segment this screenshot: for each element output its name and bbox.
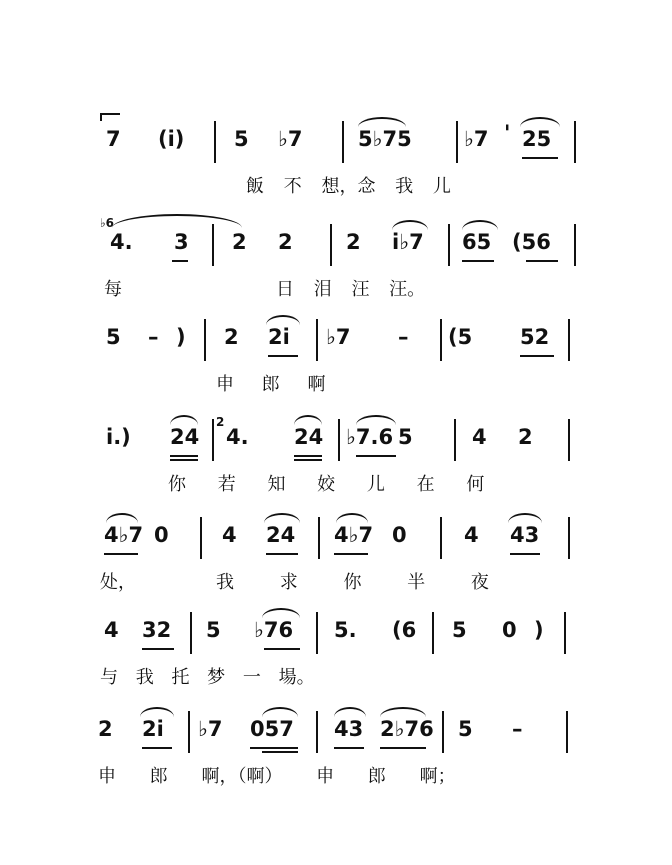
barline: [214, 121, 216, 163]
underline: [294, 459, 322, 461]
paren: ): [176, 325, 186, 349]
tie-arc: [294, 415, 322, 425]
barline: [316, 319, 318, 361]
note: 2i: [268, 325, 290, 349]
barline: [190, 612, 192, 654]
note: 24: [266, 523, 296, 547]
barline: [188, 711, 190, 753]
underline: [172, 260, 188, 262]
note: 5: [452, 618, 467, 642]
note: 4.: [110, 230, 133, 254]
note: 2: [518, 425, 533, 449]
score-line-6: [0, 618, 672, 708]
lyric-text: 与 我 托 梦 一 場。: [100, 667, 315, 688]
note: 5: [458, 717, 473, 741]
underline: [294, 455, 322, 457]
underline: [510, 553, 540, 555]
note: 52: [520, 325, 550, 349]
grace-note: 2: [216, 415, 225, 429]
underline: [520, 355, 554, 357]
underline: [334, 553, 368, 555]
lyric-text: 我 求 你 半 夜: [216, 572, 489, 593]
tie-arc: [262, 707, 298, 717]
note: 32: [142, 618, 172, 642]
tie-arc: [520, 117, 560, 127]
underline: [526, 260, 558, 262]
underline: [170, 459, 198, 461]
underline: [462, 260, 494, 262]
note: (56: [512, 230, 551, 254]
dash: –: [398, 325, 409, 349]
lyric-text: 申 郎 啊: [216, 374, 326, 395]
breath-mark: ': [504, 121, 511, 145]
lyric-text: 你 若 知 姣 儿 在 何: [168, 474, 485, 495]
tie-arc: [356, 415, 396, 425]
barline: [456, 121, 458, 163]
note: 25: [522, 127, 552, 151]
barline: [200, 517, 202, 559]
score-line-5: [0, 523, 672, 613]
underline: [268, 355, 298, 357]
grace-note: ♭6: [100, 216, 115, 230]
note: ♭7: [198, 717, 223, 741]
note: 2: [98, 717, 113, 741]
underline: [380, 747, 426, 749]
note: ♭76: [254, 618, 294, 642]
note: 65: [462, 230, 492, 254]
underline: [522, 157, 558, 159]
barline: [566, 711, 568, 753]
tie-arc: [140, 707, 174, 717]
note: 2: [224, 325, 239, 349]
note: (5: [448, 325, 473, 349]
barline: [212, 419, 214, 461]
underline: [262, 751, 298, 753]
note: 24: [170, 425, 200, 449]
note: (i): [158, 127, 185, 151]
note: 4: [464, 523, 479, 547]
barline: [568, 517, 570, 559]
lyric-text: 飯 不 想，念 我 儿: [246, 176, 451, 197]
note: 3: [174, 230, 189, 254]
note: 4: [472, 425, 487, 449]
phrase-slur: [100, 113, 120, 121]
underline: [264, 648, 300, 650]
barline: [204, 319, 206, 361]
barline: [338, 419, 340, 461]
barline: [440, 319, 442, 361]
note: 5: [234, 127, 249, 151]
note: 4: [104, 618, 119, 642]
tie-arc: [334, 707, 366, 717]
barline: [212, 224, 214, 266]
underline: [104, 553, 138, 555]
note: ♭7: [278, 127, 303, 151]
note: 4♭7: [334, 523, 374, 547]
note: 5♭75: [358, 127, 412, 151]
underline: [142, 648, 174, 650]
barline: [564, 612, 566, 654]
note: i.): [106, 425, 131, 449]
note: (6: [392, 618, 417, 642]
barline: [330, 224, 332, 266]
note: 0: [502, 618, 517, 642]
note: 43: [334, 717, 364, 741]
note: 2♭76: [380, 717, 434, 741]
barline: [454, 419, 456, 461]
underline: [142, 747, 172, 749]
note: i♭7: [392, 230, 424, 254]
note: 2i: [142, 717, 164, 741]
barline: [440, 517, 442, 559]
tie-arc: [358, 117, 406, 127]
note: 5: [206, 618, 221, 642]
barline: [316, 711, 318, 753]
score-line-4: [0, 415, 672, 515]
underline: [356, 455, 396, 457]
barline: [318, 517, 320, 559]
score-line-7: [0, 717, 672, 807]
score-line-1: [0, 121, 672, 217]
barline: [432, 612, 434, 654]
lyric-text: 日 泪 汪 汪。: [276, 279, 426, 300]
tie-arc: [170, 415, 198, 425]
tie-arc: [462, 220, 498, 230]
barline: [442, 711, 444, 753]
note: 2: [232, 230, 247, 254]
note: 4.: [226, 425, 249, 449]
note: 43: [510, 523, 540, 547]
note: 7: [106, 127, 121, 151]
note: 2: [278, 230, 293, 254]
note: 0: [392, 523, 407, 547]
underline: [170, 455, 198, 457]
note: 5: [398, 425, 413, 449]
lyric-text: 每: [104, 279, 122, 300]
note: 5.: [334, 618, 357, 642]
score-line-2: [0, 216, 672, 320]
paren: ): [534, 618, 544, 642]
tie-arc: [380, 707, 426, 717]
dash: –: [148, 325, 159, 349]
note: 057: [250, 717, 294, 741]
underline: [250, 747, 298, 749]
barline: [574, 224, 576, 266]
note: 2: [346, 230, 361, 254]
note: 0: [154, 523, 169, 547]
note: 5: [106, 325, 121, 349]
note: 4♭7: [104, 523, 144, 547]
barline: [448, 224, 450, 266]
note: 4: [222, 523, 237, 547]
tie-arc: [392, 220, 428, 230]
note: ♭7: [464, 127, 489, 151]
note: ♭7: [326, 325, 351, 349]
underline: [334, 747, 364, 749]
barline: [568, 419, 570, 461]
note: 24: [294, 425, 324, 449]
barline: [574, 121, 576, 163]
note: ♭7.6: [346, 425, 394, 449]
barline: [568, 319, 570, 361]
dash: –: [512, 717, 523, 741]
score-line-3: [0, 325, 672, 415]
barline: [316, 612, 318, 654]
lyric-text: 处，: [100, 572, 136, 593]
underline: [266, 553, 298, 555]
barline: [342, 121, 344, 163]
lyric-text: 申 郎 啊，（啊） 申 郎 啊；: [98, 766, 456, 787]
